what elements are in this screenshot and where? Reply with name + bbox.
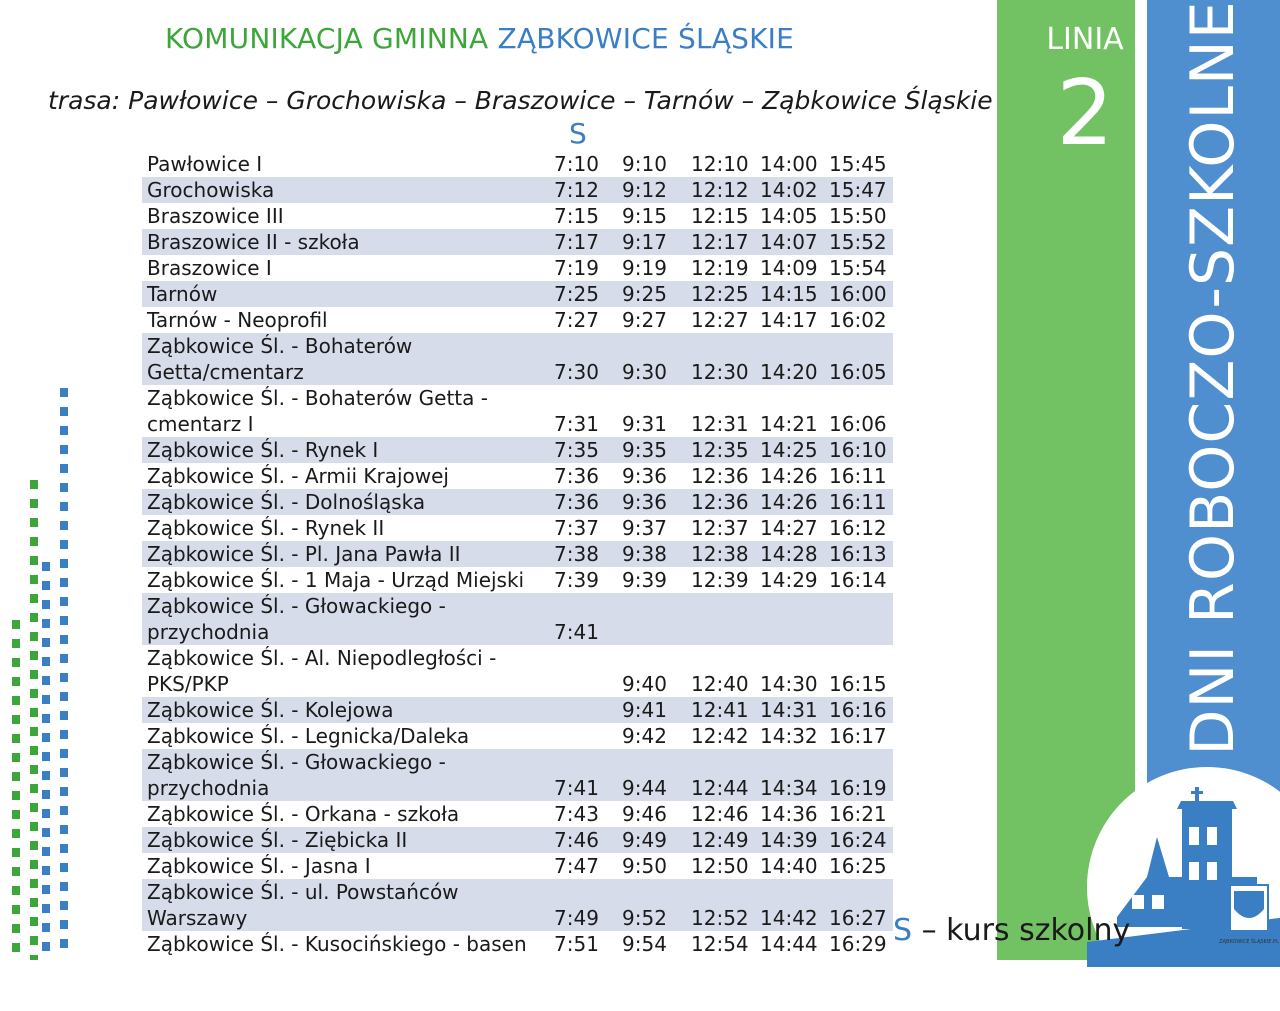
departure-time: 15:52: [824, 229, 893, 255]
table-row: [142, 307, 893, 333]
departure-time: 12:49: [686, 827, 755, 853]
decorative-dot: [60, 654, 68, 663]
decorative-dot: [30, 898, 38, 907]
school-course-marker: S: [569, 117, 587, 150]
stop-name: Grochowiska: [142, 177, 549, 203]
decorative-dot: [30, 822, 38, 831]
day-type-label: DNI ROBOCZO-SZKOLNE: [1178, 0, 1248, 756]
departure-time: 9:46: [622, 802, 667, 826]
table-row: [142, 827, 893, 853]
departure-time: 14:25: [755, 437, 824, 463]
decorative-dot: [12, 848, 20, 857]
logo-caption: ZĄBKOWICE ŚLĄSKIE.PL: [1219, 939, 1279, 945]
decorative-dot: [60, 502, 68, 511]
departure-time: 12:36: [686, 489, 755, 515]
departure-time: 7:31: [554, 412, 599, 436]
table-row: [142, 749, 893, 801]
decorative-dot: [42, 809, 50, 818]
departure-time: 15:47: [824, 177, 893, 203]
decorative-dot: [60, 521, 68, 530]
table-row: [142, 281, 893, 307]
departure-time: 7:41: [549, 593, 617, 645]
decorative-dot: [30, 518, 38, 527]
table-row: [142, 255, 893, 281]
departure-time: 14:31: [755, 697, 824, 723]
stop-name: Ząbkowice Śl. - Armii Krajowej: [147, 464, 449, 488]
decorative-dot: [60, 426, 68, 435]
decorative-dot: [60, 540, 68, 549]
departure-time: 12:50: [691, 854, 749, 878]
stop-name: Pawłowice I: [147, 152, 263, 176]
timetable: [142, 151, 893, 957]
decorative-dot: [60, 559, 68, 568]
decorative-dot: [12, 829, 20, 838]
departure-time: 14:05: [760, 204, 818, 228]
departure-time: [549, 697, 617, 723]
table-row: [142, 645, 893, 697]
departure-time: 12:44: [686, 749, 755, 801]
decorative-dot: [60, 692, 68, 701]
departure-time: 9:37: [622, 516, 667, 540]
departure-time: 16:15: [829, 672, 887, 696]
stop-name: Ząbkowice Śl. - Bohaterów Getta - cmentarz I: [147, 386, 488, 436]
stop-name: Braszowice I: [147, 256, 272, 280]
departure-time: 7:27: [554, 308, 599, 332]
table-row: [142, 151, 893, 177]
decorative-dot: [60, 901, 68, 910]
departure-time: 12:19: [691, 256, 749, 280]
departure-time: 12:30: [686, 333, 755, 385]
table-row: [142, 385, 893, 437]
decorative-dot: [30, 670, 38, 679]
table-row: [142, 931, 893, 957]
departure-time: 16:02: [829, 308, 887, 332]
decorative-dot: [30, 632, 38, 641]
departure-time: 12:38: [686, 541, 755, 567]
stop-name: Tarnów: [142, 281, 549, 307]
departure-time: 9:15: [622, 204, 667, 228]
departure-time: 14:07: [755, 229, 824, 255]
departure-time: 9:31: [622, 412, 667, 436]
departure-time: 7:37: [554, 516, 599, 540]
decorative-dot: [42, 714, 50, 723]
departure-time: 9:19: [622, 256, 667, 280]
stop-name: Braszowice III: [147, 204, 284, 228]
decorative-dot: [30, 765, 38, 774]
departure-time: 12:35: [686, 437, 755, 463]
departure-time: 12:27: [691, 308, 749, 332]
departure-time: 16:17: [829, 724, 887, 748]
decorative-dot: [30, 746, 38, 755]
decorative-dot: [60, 787, 68, 796]
decorative-dot: [12, 867, 20, 876]
departure-time: 9:35: [617, 437, 686, 463]
stop-name: Ząbkowice Śl. - Legnicka/Daleka: [147, 724, 470, 748]
table-row: [142, 203, 893, 229]
table-row: [142, 489, 893, 515]
departure-time: 9:54: [622, 932, 667, 956]
departure-time: 16:05: [824, 333, 893, 385]
town-hall-icon: [1087, 767, 1280, 1007]
departure-time: 12:54: [691, 932, 749, 956]
decorative-dot: [30, 651, 38, 660]
departure-time: [549, 645, 617, 697]
stop-name: Ząbkowice Śl. - Kusocińskiego - basen: [147, 932, 527, 956]
departure-time: 7:41: [549, 749, 617, 801]
departure-time: 9:25: [617, 281, 686, 307]
departure-time: 12:10: [691, 152, 749, 176]
departure-time: 9:42: [622, 724, 667, 748]
departure-time: 7:25: [549, 281, 617, 307]
departure-time: [755, 593, 824, 645]
departure-time: 14:09: [760, 256, 818, 280]
stop-name: Ząbkowice Śl. - Dolnośląska: [142, 489, 549, 515]
departure-time: [617, 593, 686, 645]
decorative-dot: [30, 936, 38, 945]
decorative-dot: [12, 734, 20, 743]
decorative-dot: [60, 388, 68, 397]
decorative-dot: [60, 749, 68, 758]
departure-time: 15:54: [829, 256, 887, 280]
departure-time: 12:40: [691, 672, 749, 696]
departure-time: 14:36: [760, 802, 818, 826]
decorative-dot: [12, 810, 20, 819]
departure-time: 9:12: [617, 177, 686, 203]
departure-time: 14:17: [760, 308, 818, 332]
departure-time: 16:19: [824, 749, 893, 801]
stop-name: Ząbkowice Śl. - ul. Powstańców Warszawy: [142, 879, 549, 931]
title-town: ZĄBKOWICE ŚLĄSKIE: [497, 22, 795, 55]
decorative-dot: [30, 594, 38, 603]
stop-name: Ząbkowice Śl. - Jasna I: [147, 854, 371, 878]
decorative-dot: [60, 730, 68, 739]
departure-time: 12:41: [686, 697, 755, 723]
decorative-dot: [12, 696, 20, 705]
stop-name: Ząbkowice Śl. - Al. Niepodległości - PKS/PKP: [147, 646, 497, 696]
table-row: [142, 333, 893, 385]
departure-time: 12:42: [691, 724, 749, 748]
departure-time: 7:36: [554, 464, 599, 488]
decorative-dot: [12, 886, 20, 895]
table-row: [142, 177, 893, 203]
departure-time: 14:15: [755, 281, 824, 307]
departure-time: 12:31: [691, 412, 749, 436]
decorative-dot: [30, 708, 38, 717]
decorative-dot: [12, 620, 20, 629]
departure-time: 7:47: [554, 854, 599, 878]
table-row: [142, 515, 893, 541]
departure-time: 12:17: [686, 229, 755, 255]
decorative-dot: [30, 575, 38, 584]
departure-time: 16:16: [824, 697, 893, 723]
table-row: [142, 541, 893, 567]
decorative-dot: [30, 860, 38, 869]
legend-text: – kurs szkolny: [912, 913, 1131, 948]
decorative-dot: [12, 658, 20, 667]
departure-time: 7:46: [549, 827, 617, 853]
decorative-dot: [12, 791, 20, 800]
decorative-dot: [60, 920, 68, 929]
departure-time: 7:15: [554, 204, 599, 228]
decorative-dot: [42, 600, 50, 609]
decorative-dot: [42, 847, 50, 856]
title-organization: KOMUNIKACJA GMINNA: [165, 22, 498, 55]
decorative-dot: [30, 727, 38, 736]
decorative-dot: [42, 828, 50, 837]
departure-time: 9:44: [617, 749, 686, 801]
stop-name: Ząbkowice Śl. - 1 Maja - Urząd Miejski: [147, 568, 525, 592]
departure-time: 14:42: [755, 879, 824, 931]
departure-time: 15:50: [829, 204, 887, 228]
line-label: LINIA: [1046, 22, 1124, 57]
departure-time: 9:30: [617, 333, 686, 385]
departure-time: 9:41: [617, 697, 686, 723]
departure-time: 12:25: [686, 281, 755, 307]
departure-time: 15:45: [829, 152, 887, 176]
decorative-dot: [42, 676, 50, 685]
departure-time: 16:13: [824, 541, 893, 567]
departure-time: 16:00: [824, 281, 893, 307]
table-row: [142, 801, 893, 827]
decorative-dot: [60, 635, 68, 644]
departure-time: 9:39: [622, 568, 667, 592]
decorative-dot: [42, 733, 50, 742]
stop-name: Ząbkowice Śl. - Rynek II: [147, 516, 385, 540]
departure-time: 14:20: [755, 333, 824, 385]
departure-time: 7:38: [549, 541, 617, 567]
departure-time: 9:38: [617, 541, 686, 567]
departure-time: 12:39: [691, 568, 749, 592]
departure-time: 14:00: [760, 152, 818, 176]
decorative-dot: [42, 695, 50, 704]
decorative-dot: [42, 885, 50, 894]
decorative-dot: [60, 825, 68, 834]
decorative-dot: [30, 917, 38, 926]
departure-time: 7:49: [549, 879, 617, 931]
departure-time: [549, 723, 617, 749]
departure-time: 7:36: [549, 489, 617, 515]
route-description: trasa: Pawłowice – Grochowiska – Braszowice – Tarnów – Ząbkowice Śląskie: [48, 86, 993, 115]
departure-time: 9:10: [622, 152, 667, 176]
decorative-dot: [12, 772, 20, 781]
departure-time: 7:17: [549, 229, 617, 255]
decorative-dot: [60, 597, 68, 606]
decorative-dot: [12, 905, 20, 914]
departure-time: 16:14: [829, 568, 887, 592]
departure-time: 14:30: [760, 672, 818, 696]
table-row: [142, 463, 893, 489]
departure-time: 14:32: [760, 724, 818, 748]
table-row: [142, 567, 893, 593]
town-logo: [1087, 767, 1280, 1007]
decorative-dot: [42, 581, 50, 590]
departure-time: 9:52: [617, 879, 686, 931]
departure-time: 7:10: [554, 152, 599, 176]
departure-time: 7:19: [554, 256, 599, 280]
departure-time: 16:21: [829, 802, 887, 826]
departure-time: 9:40: [622, 672, 667, 696]
departure-time: 16:29: [829, 932, 887, 956]
decorative-dot: [42, 790, 50, 799]
departure-time: 16:25: [829, 854, 887, 878]
departure-time: [824, 593, 893, 645]
decorative-dot: [60, 863, 68, 872]
decorative-dot: [60, 673, 68, 682]
departure-time: 14:34: [755, 749, 824, 801]
departure-time: 9:27: [622, 308, 667, 332]
decorative-dot: [60, 483, 68, 492]
departure-time: 9:49: [617, 827, 686, 853]
decorative-dot: [42, 942, 50, 951]
departure-time: 9:50: [622, 854, 667, 878]
departure-time: 9:36: [622, 464, 667, 488]
decorative-dot: [30, 613, 38, 622]
stop-name: Tarnów - Neoprofil: [147, 308, 328, 332]
departure-time: 16:11: [829, 464, 887, 488]
departure-time: 16:10: [824, 437, 893, 463]
decorative-dot: [30, 689, 38, 698]
departure-time: 7:12: [549, 177, 617, 203]
decorative-dot: [60, 939, 68, 948]
table-row: [142, 853, 893, 879]
page-title: [165, 22, 794, 55]
legend: [893, 913, 1130, 948]
departure-time: 16:12: [829, 516, 887, 540]
departure-time: 16:24: [824, 827, 893, 853]
departure-time: 7:43: [554, 802, 599, 826]
stop-name: Ząbkowice Śl. - Głowackiego - przychodnia: [142, 593, 549, 645]
decorative-dot: [60, 768, 68, 777]
departure-time: 14:44: [760, 932, 818, 956]
table-row: [142, 723, 893, 749]
legend-symbol: S: [893, 913, 913, 948]
departure-time: 14:26: [760, 464, 818, 488]
decorative-dot: [30, 537, 38, 546]
departure-time: 12:46: [691, 802, 749, 826]
decorative-dot: [42, 904, 50, 913]
decorative-dot: [30, 480, 38, 489]
decorative-dot: [12, 753, 20, 762]
departure-time: 14:27: [760, 516, 818, 540]
decorative-dot: [30, 879, 38, 888]
stop-name: Ząbkowice Śl. - Ziębicka II: [142, 827, 549, 853]
decorative-dot: [30, 556, 38, 565]
table-row: [142, 229, 893, 255]
decorative-dot: [42, 638, 50, 647]
departure-time: 16:06: [829, 412, 887, 436]
decorative-dot: [30, 803, 38, 812]
table-row: [142, 593, 893, 645]
decorative-dot: [60, 407, 68, 416]
departure-time: 14:39: [755, 827, 824, 853]
decorative-dot: [60, 882, 68, 891]
departure-time: 14:26: [755, 489, 824, 515]
decorative-dot: [30, 784, 38, 793]
decorative-dot: [42, 619, 50, 628]
stop-name: Ząbkowice Śl. - Rynek I: [142, 437, 549, 463]
stop-name: Braszowice II - szkoła: [142, 229, 549, 255]
departure-time: 14:29: [760, 568, 818, 592]
decorative-dot: [12, 924, 20, 933]
departure-time: 14:02: [755, 177, 824, 203]
departure-time: 7:35: [549, 437, 617, 463]
departure-time: 12:52: [686, 879, 755, 931]
stop-name: Ząbkowice Śl. - Orkana - szkoła: [147, 802, 460, 826]
decorative-dot: [12, 715, 20, 724]
stop-name: Ząbkowice Śl. - Kolejowa: [142, 697, 549, 723]
departure-time: 16:11: [824, 489, 893, 515]
decorative-dot: [30, 499, 38, 508]
departure-time: 16:27: [824, 879, 893, 931]
departure-time: 14:28: [755, 541, 824, 567]
decorative-dot: [60, 578, 68, 587]
decorative-dot: [60, 616, 68, 625]
departure-time: 12:15: [691, 204, 749, 228]
decorative-dot: [12, 639, 20, 648]
stop-name: Ząbkowice Śl. - Pl. Jana Pawła II: [142, 541, 549, 567]
decorative-dot: [42, 866, 50, 875]
departure-time: 14:21: [760, 412, 818, 436]
line-number: 2: [1056, 61, 1114, 166]
decorative-dot: [42, 771, 50, 780]
decorative-dots: [0, 0, 80, 960]
decorative-dot: [30, 841, 38, 850]
decorative-dot: [60, 464, 68, 473]
departure-time: 7:30: [549, 333, 617, 385]
table-row: [142, 879, 893, 931]
decorative-dot: [42, 657, 50, 666]
decorative-dot: [42, 562, 50, 571]
departure-time: 7:51: [554, 932, 599, 956]
departure-time: 9:17: [617, 229, 686, 255]
departure-time: 12:37: [691, 516, 749, 540]
decorative-dot: [42, 752, 50, 761]
departure-time: 14:40: [760, 854, 818, 878]
stop-name: Ząbkowice Śl. - Głowackiego - przychodnia: [142, 749, 549, 801]
decorative-dot: [42, 923, 50, 932]
decorative-dot: [30, 955, 38, 960]
decorative-dot: [12, 677, 20, 686]
decorative-dot: [60, 445, 68, 454]
departure-time: 7:39: [554, 568, 599, 592]
table-row: [142, 697, 893, 723]
stop-name: Ząbkowice Śl. - Bohaterów Getta/cmentarz: [142, 333, 549, 385]
table-row: [142, 437, 893, 463]
decorative-dot: [12, 943, 20, 952]
decorative-dot: [60, 711, 68, 720]
departure-time: 9:36: [617, 489, 686, 515]
departure-time: 12:12: [686, 177, 755, 203]
decorative-dot: [60, 844, 68, 853]
departure-time: [686, 593, 755, 645]
departure-time: 12:36: [691, 464, 749, 488]
decorative-dot: [60, 806, 68, 815]
